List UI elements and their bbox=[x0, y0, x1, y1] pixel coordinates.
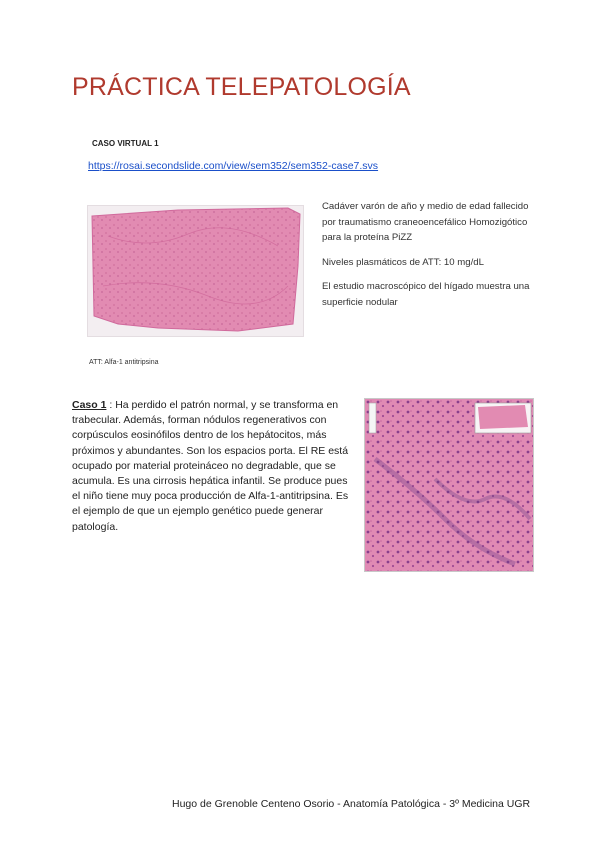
case-title: Caso 1 bbox=[72, 399, 107, 411]
case-body: : Ha perdido el patrón normal, y se transforma en trabecular. Además, forman nódulos regenerativos con corpúsculos eosinófilos dentro de los hepátocitos, más próximos y abundantes. Son los espacios porta. El RE está ocupado por material proteináceo no degradable, que se acumula. Es una cirrosis hepática infantil. Se produce pues el niño tiene muy poca producción de Alfa-1-antitripsina. Es el ejemplo de que un ejemplo genético puede generar patología. bbox=[72, 399, 349, 533]
slide-link[interactable]: https://rosai.secondslide.com/view/sem352/sem352-case7.svs bbox=[88, 160, 379, 172]
footer-credit: Hugo de Grenoble Centeno Osorio - Anatomía Patológica - 3º Medicina UGR bbox=[172, 798, 531, 810]
clinical-line: El estudio macroscópico del hígado muestra una superficie nodular bbox=[322, 281, 530, 308]
page-title: PRÁCTICA TELEPATOLOGÍA bbox=[72, 73, 411, 101]
clinical-line: Niveles plasmáticos de ATT: 10 mg/dL bbox=[322, 256, 484, 268]
case-description bbox=[72, 398, 352, 535]
slide-thumbnail-image bbox=[87, 205, 304, 337]
clinical-summary bbox=[322, 199, 534, 319]
clinical-line: Cadáver varón de año y medio de edad fallecido por traumatismo craneoencefálico Homozigótico para la proteína PiZZ bbox=[322, 201, 529, 243]
case-label: CASO VIRTUAL 1 bbox=[92, 139, 159, 148]
abbreviation-note: ATT: Alfa-1 antitripsina bbox=[89, 359, 159, 366]
micrograph-image bbox=[364, 398, 534, 572]
